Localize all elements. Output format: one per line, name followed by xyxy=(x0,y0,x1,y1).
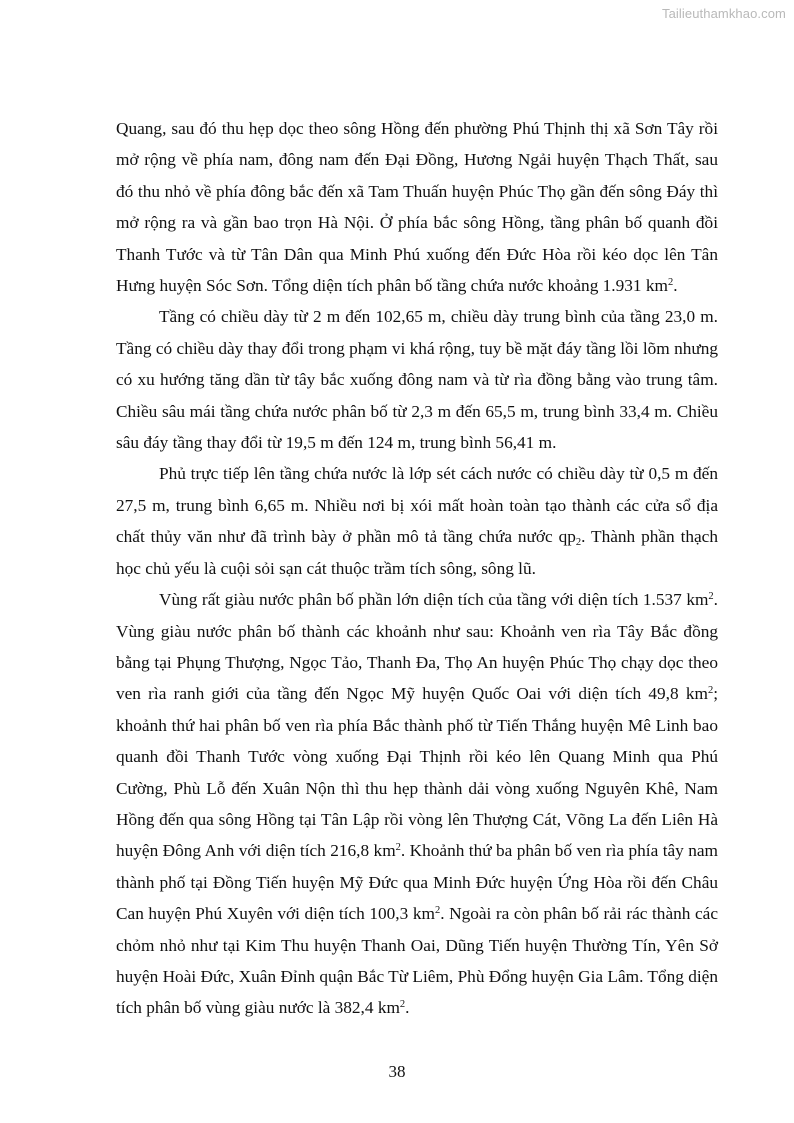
subscript: 2 xyxy=(575,537,582,549)
text-line: Vùng rất giàu nước phân bố phần lớn diện tích của tầng với diện tích 1.537 $km^2$. xyxy=(159,590,718,610)
text-line: đó thu nhỏ về phía đông bắc đến xã Tam Thuấn huyện Phúc Thọ gần đến sông Đáy thì xyxy=(116,181,718,201)
page-number: 38 xyxy=(388,1062,406,1081)
document-body xyxy=(116,113,718,1024)
paragraph xyxy=(116,458,718,584)
text-line: có xu hướng tăng dần từ tây bắc xuống đông nam và từ rìa đồng bằng vào trung tâm. xyxy=(116,370,718,390)
watermark: Tailieuthamkhao.com xyxy=(661,6,786,21)
text-line: Thanh Tước và từ Tân Dân qua Minh Phú xuống đến Đức Hòa rồi kéo dọc lên Tân xyxy=(116,244,718,264)
paragraph xyxy=(116,113,718,301)
superscript: 2 xyxy=(667,277,674,289)
paragraph xyxy=(116,584,718,1024)
text-line: ven rìa ranh giới của tầng đến Ngọc Mỹ huyện Quốc Oai với diện tích 49,8 $km^2$; xyxy=(116,684,718,704)
text-line: Hưng huyện Sóc Sơn. Tổng diện tích phân bố tầng chứa nước khoảng 1.931 $km^2$. xyxy=(116,276,678,296)
text-line: Quang, sau đó thu hẹp dọc theo sông Hồng đến phường Phú Thịnh thị xã Sơn Tây rồi xyxy=(116,119,718,138)
paragraph xyxy=(116,301,718,458)
text-line: chất thủy văn như đã trình bày ở phần mô tả tầng chứa nước $qp_2$. Thành phần thạch xyxy=(116,527,718,549)
text-line: Hồng đến qua sông Hồng tại Tân Lập rồi vòng lên Thượng Cát, Võng La đến Liên Hà xyxy=(116,809,718,829)
text-line: mở rộng ra và gần bao trọn Hà Nội. Ở phía bắc sông Hồng, tầng phân bố quanh đồi xyxy=(116,213,718,233)
text-line: Tầng có chiều dày từ 2 m đến 102,65 m, chiều dày trung bình của tầng 23,0 m. xyxy=(159,307,718,327)
text-line: tích phân bố vùng giàu nước là 382,4 $km^2$. xyxy=(116,998,410,1018)
text-line: quanh đồi Thanh Tước vòng xuống Đại Thịnh rồi kéo lên Quang Minh qua Phú xyxy=(116,747,718,767)
text-line: huyện Đông Anh với diện tích 216,8 $km^2$. Khoảnh thứ ba phân bố ven rìa phía tây nam xyxy=(116,841,718,861)
text-line: thành phố tại Đồng Tiến huyện Mỹ Đức qua Minh Đức huyện Ứng Hòa rồi đến Châu xyxy=(116,872,718,892)
text-line: Tầng có chiều dày thay đổi trong phạm vi khá rộng, tuy bề mặt đáy tầng lồi lõm nhưng xyxy=(116,338,718,358)
text-line: học chủ yếu là cuội sỏi sạn cát thuộc trầm tích sông, sông lũ. xyxy=(116,558,536,578)
text-line: 27,5 m, trung bình 6,65 m. Nhiều nơi bị xói mất hoàn toàn tạo thành các cửa sổ địa xyxy=(116,495,718,515)
text-line: Vùng giàu nước phân bố thành các khoảnh như sau: Khoảnh ven rìa Tây Bắc đồng xyxy=(116,621,718,641)
text-line: Cường, Phù Lỗ đến Xuân Nộn thì thu hẹp thành dải vòng xuống Nguyên Khê, Nam xyxy=(116,778,718,798)
superscript: 2 xyxy=(708,591,714,603)
superscript: 2 xyxy=(434,905,441,917)
text-line: Can huyện Phú Xuyên với diện tích 100,3 $km^2$. Ngoài ra còn phân bố rải rác thành các xyxy=(116,904,718,924)
superscript: 2 xyxy=(399,999,406,1011)
text-line: Phủ trực tiếp lên tầng chứa nước là lớp sét cách nước có chiều dày từ 0,5 m đến xyxy=(159,464,718,484)
text-line: Chiều sâu mái tầng chứa nước phân bố từ 2,3 m đến 65,5 m, trung bình 33,4 m. Chiều xyxy=(116,401,718,421)
superscript: 2 xyxy=(707,685,714,697)
superscript: 2 xyxy=(395,842,401,854)
text-line: bằng tại Phụng Thượng, Ngọc Tảo, Thanh Đa, Thọ An huyện Phúc Thọ chạy dọc theo xyxy=(116,652,718,672)
text-line: sâu đáy tầng thay đổi từ 19,5 m đến 124 m, trung bình 56,41 m. xyxy=(116,433,557,453)
text-line: khoảnh thứ hai phân bố ven rìa phía Bắc thành phố từ Tiến Thắng huyện Mê Linh bao xyxy=(116,715,718,735)
text-line: huyện Hoài Đức, Xuân Đỉnh quận Bắc Từ Liêm, Phù Đổng huyện Gia Lâm. Tổng diện xyxy=(116,966,718,986)
text-line: chỏm nhỏ như tại Kim Thu huyện Thanh Oai, Dũng Tiến huyện Thường Tín, Yên Sở xyxy=(116,935,718,955)
text-line: mở rộng về phía nam, đông nam đến Đại Đồng, Hương Ngải huyện Thạch Thất, sau xyxy=(116,150,718,170)
